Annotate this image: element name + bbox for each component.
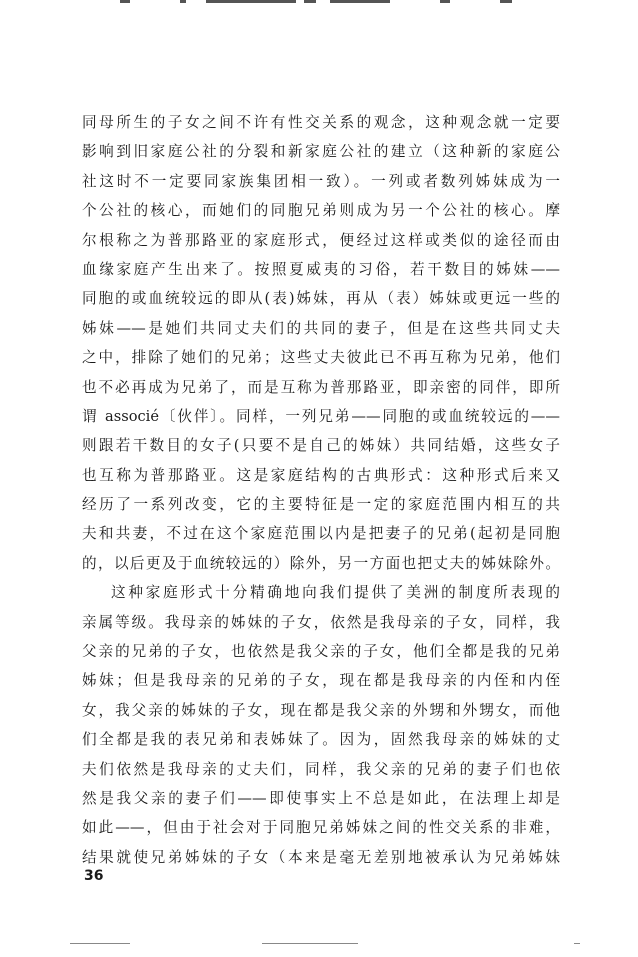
text-line: 同母所生的子女之间不许有性交关系的观念，这种观念就一定要: [82, 114, 560, 131]
text-line: 社这时不一定要同家族集团相一致）。一列或者数列姊妹成为一: [82, 172, 560, 190]
text-line: 夫们依然是我母亲的丈夫们，同样，我父亲的兄弟的妻子们也依: [82, 760, 560, 778]
text-line: 亲属等级。我母亲的姊妹的子女，依然是我母亲的子女，同样，我: [82, 613, 560, 631]
book-text: [82, 108, 560, 872]
text-line: 父亲的兄弟的子女，也依然是我父亲的子女，他们全都是我的兄弟: [82, 643, 560, 661]
text-line: 则跟若干数目的女子(只要不是自己的姊妹）共同结婚，这些女子: [82, 437, 560, 455]
text-line: 结果就使兄弟姊妹的子女（本来是毫无差别地被承认为兄弟姊妹: [82, 848, 560, 866]
text-line: 女，我父亲的姊妹的子女，现在都是我父亲的外甥和外甥女，而他: [82, 701, 560, 719]
top-scan-edge: [0, 0, 638, 10]
text-line: 然是我父亲的妻子们——即使事实上不总是如此，在法理上却是: [82, 789, 560, 807]
text-line: 影响到旧家庭公社的分裂和新家庭公社的建立（这种新的家庭公: [82, 143, 560, 161]
paragraph-1: [82, 108, 560, 578]
text-line: 经历了一系列改变，它的主要特征是一定的家庭范围内相互的共: [82, 496, 560, 514]
page-number: 36: [84, 868, 104, 884]
text-line: 们全都是我的表兄弟和表姊妹了。因为，固然我母亲的姊妹的丈: [82, 731, 560, 749]
text-line: 谓 associé〔伙伴〕。同样，一列兄弟——同胞的或血统较远的——: [82, 407, 560, 425]
text-line: 血缘家庭产生出来了。按照夏威夷的习俗，若干数目的姊妹——: [82, 260, 560, 278]
text-line: 夫和共妻，不过在这个家庭范围以内是把妻子的兄弟(起初是同胞: [82, 525, 560, 543]
text-line: 之中，排除了她们的兄弟；这些丈夫彼此已不再互称为兄弟，他们: [82, 349, 560, 367]
text-line: 姊妹——是她们共同丈夫们的共同的妻子，但是在这些共同丈夫: [82, 319, 560, 337]
text-line: 姊妹；但是我母亲的兄弟的子女，现在都是我母亲的内侄和内侄: [82, 672, 560, 690]
bottom-scan-edge: [0, 941, 638, 947]
text-line: 尔根称之为普那路亚的家庭形式，便经过这样或类似的途径而由: [82, 231, 560, 249]
text-line: 如此——，但由于社会对于同胞兄弟姊妹之间的性交关系的非难，: [82, 819, 560, 837]
text-line: 这种家庭形式十分精确地向我们提供了美洲的制度所表现的: [111, 584, 560, 602]
text-line: 同胞的或血统较远的即从(表)姊妹，再从（表）姊妹或更远一些的: [82, 290, 560, 308]
text-line: 的，以后更及于血统较远的）除外，另一方面也把丈夫的姊妹除外。: [82, 554, 560, 572]
paragraph-2: [82, 578, 560, 872]
text-line: 也互称为普那路亚。这是家庭结构的古典形式：这种形式后来又: [82, 466, 560, 484]
text-line: 个公社的核心，而她们的同胞兄弟则成为另一个公社的核心。摩: [82, 202, 560, 220]
text-line: 也不必再成为兄弟了，而是互称为普那路亚，即亲密的同伴，即所: [82, 378, 560, 396]
